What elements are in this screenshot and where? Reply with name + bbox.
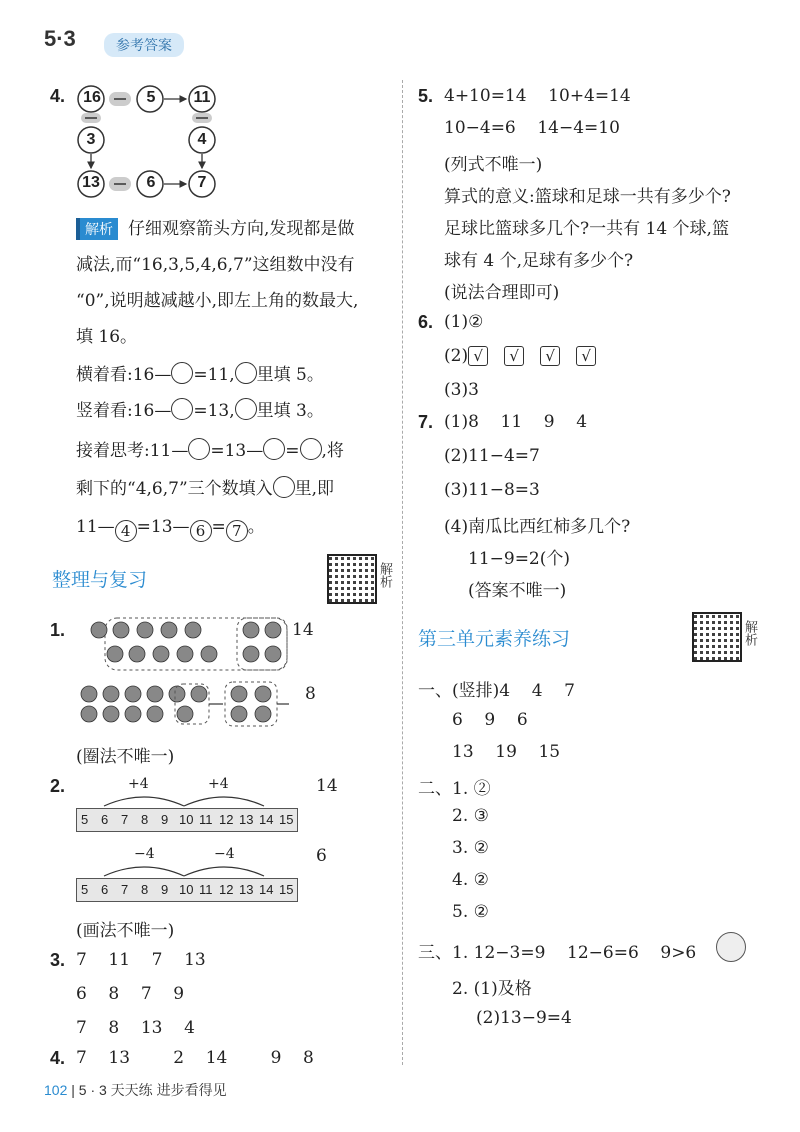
q4-analysis-line1: 解析 仔细观察箭头方向,发现都是做 (76, 214, 354, 240)
q7-number: 7. (418, 412, 434, 432)
q4-top-1: 16 (83, 89, 101, 106)
q4-final-line: 11— 4 =13— 6 = 7 。 (76, 517, 265, 540)
q6-number: 6. (418, 312, 434, 332)
unit-title: 第三单元素养练习 (418, 629, 571, 650)
review-title: 整理与复习 (52, 570, 148, 591)
r2-top-arcs (100, 790, 280, 808)
q4-bottom-1: 13 (82, 174, 100, 191)
q4-number: 4. (50, 86, 66, 106)
r2-ruler-bottom: 5 6 7 8 9 10 11 12 13 14 15 (76, 878, 298, 902)
q7-line-6: (答案不唯一) (468, 581, 567, 601)
q4-left-mid: 3 (86, 131, 96, 148)
r3-row-1: 7 11 7 13 (76, 950, 206, 970)
q7-line-1: (1)8 11 9 4 (444, 412, 588, 432)
qr-code-review[interactable] (327, 554, 377, 604)
page-number: 102 (44, 1082, 68, 1098)
p1-label: 一、(竖排)4 4 7 (418, 681, 575, 701)
qr-review-label: 解析 (377, 562, 392, 588)
r1-answer-2: 8 (305, 684, 316, 704)
r3-number: 3. (50, 950, 66, 970)
r3-row-2: 6 8 7 9 (76, 984, 185, 1004)
r2-note: (画法不唯一) (76, 921, 175, 941)
p1-row-2: 13 19 15 (452, 742, 561, 762)
check-box-2: √ (504, 346, 524, 366)
q5-line-6: 球有 4 个,足球有多少个? (444, 251, 634, 271)
r4-answers: 7 13 2 14 9 8 (76, 1048, 314, 1068)
p2-line-5: 5. ② (452, 902, 489, 922)
r2-top-label-1: +4 (128, 776, 149, 792)
q5-line-1: 4+10=14 10+4=14 (444, 86, 631, 106)
p2-line-1: 二、1. ② (418, 779, 491, 799)
r2-bottom-label-2: −4 (214, 846, 235, 862)
q7-line-3: (3)11−8=3 (444, 480, 540, 500)
q7-line-4: (4)南瓜比西红柿多几个? (444, 517, 631, 537)
check-box-3: √ (540, 346, 560, 366)
q4-bottom-3: 7 (197, 174, 207, 191)
q4-bottom-2: 6 (146, 174, 156, 191)
r2-number: 2. (50, 776, 66, 796)
r1-note: (圈法不唯一) (76, 747, 175, 767)
p2-line-4: 4. ② (452, 870, 489, 890)
qr-code-unit[interactable] (692, 612, 742, 662)
q6-part-3: (3)3 (444, 380, 479, 400)
cupcake-icon (716, 932, 746, 962)
p3-line-2: 2. (1)及格 (452, 979, 532, 999)
brand-logo: 5·3 (44, 26, 76, 51)
r2-answer-1: 14 (316, 776, 338, 796)
q4-analysis-line4: 填 16。 (76, 327, 138, 347)
q4-top-2: 5 (146, 89, 156, 106)
q4-think-line: 接着思考:11— =13— = ,将 (76, 436, 344, 461)
check-box-4: √ (576, 346, 596, 366)
r1-answer-1: 14 (292, 620, 314, 640)
r3-row-3: 7 8 13 4 (76, 1018, 195, 1038)
q6-part-1: (1)② (444, 312, 484, 332)
r2-bottom-label-1: −4 (134, 846, 155, 862)
q5-line-7: (说法合理即可) (444, 283, 560, 303)
r2-top-label-2: +4 (208, 776, 229, 792)
q4-rest-line: 剩下的“4,6,7”三个数填入 里,即 (76, 474, 334, 499)
p2-line-2: 2. ③ (452, 806, 489, 826)
p2-line-3: 3. ② (452, 838, 489, 858)
analysis-label: 解析 (76, 218, 118, 240)
r1-number: 1. (50, 620, 66, 640)
q5-line-2: 10−4=6 14−4=10 (444, 118, 620, 138)
q7-line-5: 11−9=2(个) (468, 549, 571, 569)
r2-ruler-top: 5 6 7 8 9 10 11 12 13 14 15 (76, 808, 298, 832)
q4-horizontal-line: 横着看:16— =11, 里填 5。 (76, 360, 324, 385)
q4-vertical-line: 竖着看:16— =13, 里填 3。 (76, 396, 324, 421)
q5-number: 5. (418, 86, 434, 106)
p3-line-1: 三、1. 12−3=9 12−6=6 9>6 (418, 943, 697, 963)
q4-analysis-line3: “0”,说明越减越小,即左上角的数最大, (76, 291, 359, 311)
q5-line-3: (列式不唯一) (444, 155, 543, 175)
p3-line-3: (2)13−9=4 (476, 1008, 572, 1028)
q4-top-3: 11 (193, 89, 211, 106)
q5-line-5: 足球比篮球多几个?一共有 14 个球,篮 (444, 219, 729, 239)
r4-number: 4. (50, 1048, 66, 1068)
check-box-1: √ (468, 346, 488, 366)
column-divider (402, 80, 403, 1065)
answer-tag: 参考答案 (104, 33, 184, 57)
q4-right-mid: 4 (197, 131, 207, 148)
r1-balloons (75, 612, 295, 732)
r2-answer-2: 6 (316, 846, 327, 866)
footer: 102 | 5 · 3 天天练 进步看得见 (44, 1082, 227, 1098)
q7-line-2: (2)11−4=7 (444, 446, 540, 466)
qr-unit-label: 解析 (742, 620, 757, 646)
q5-line-4: 算式的意义:篮球和足球一共有多少个? (444, 187, 731, 207)
r2-bottom-arcs (100, 860, 280, 878)
q6-part-2: (2) √ √ √ √ (444, 346, 612, 366)
q4-analysis-line2: 减法,而“16,3,5,4,6,7”这组数中没有 (76, 255, 355, 275)
p1-row-1: 6 9 6 (452, 710, 528, 730)
